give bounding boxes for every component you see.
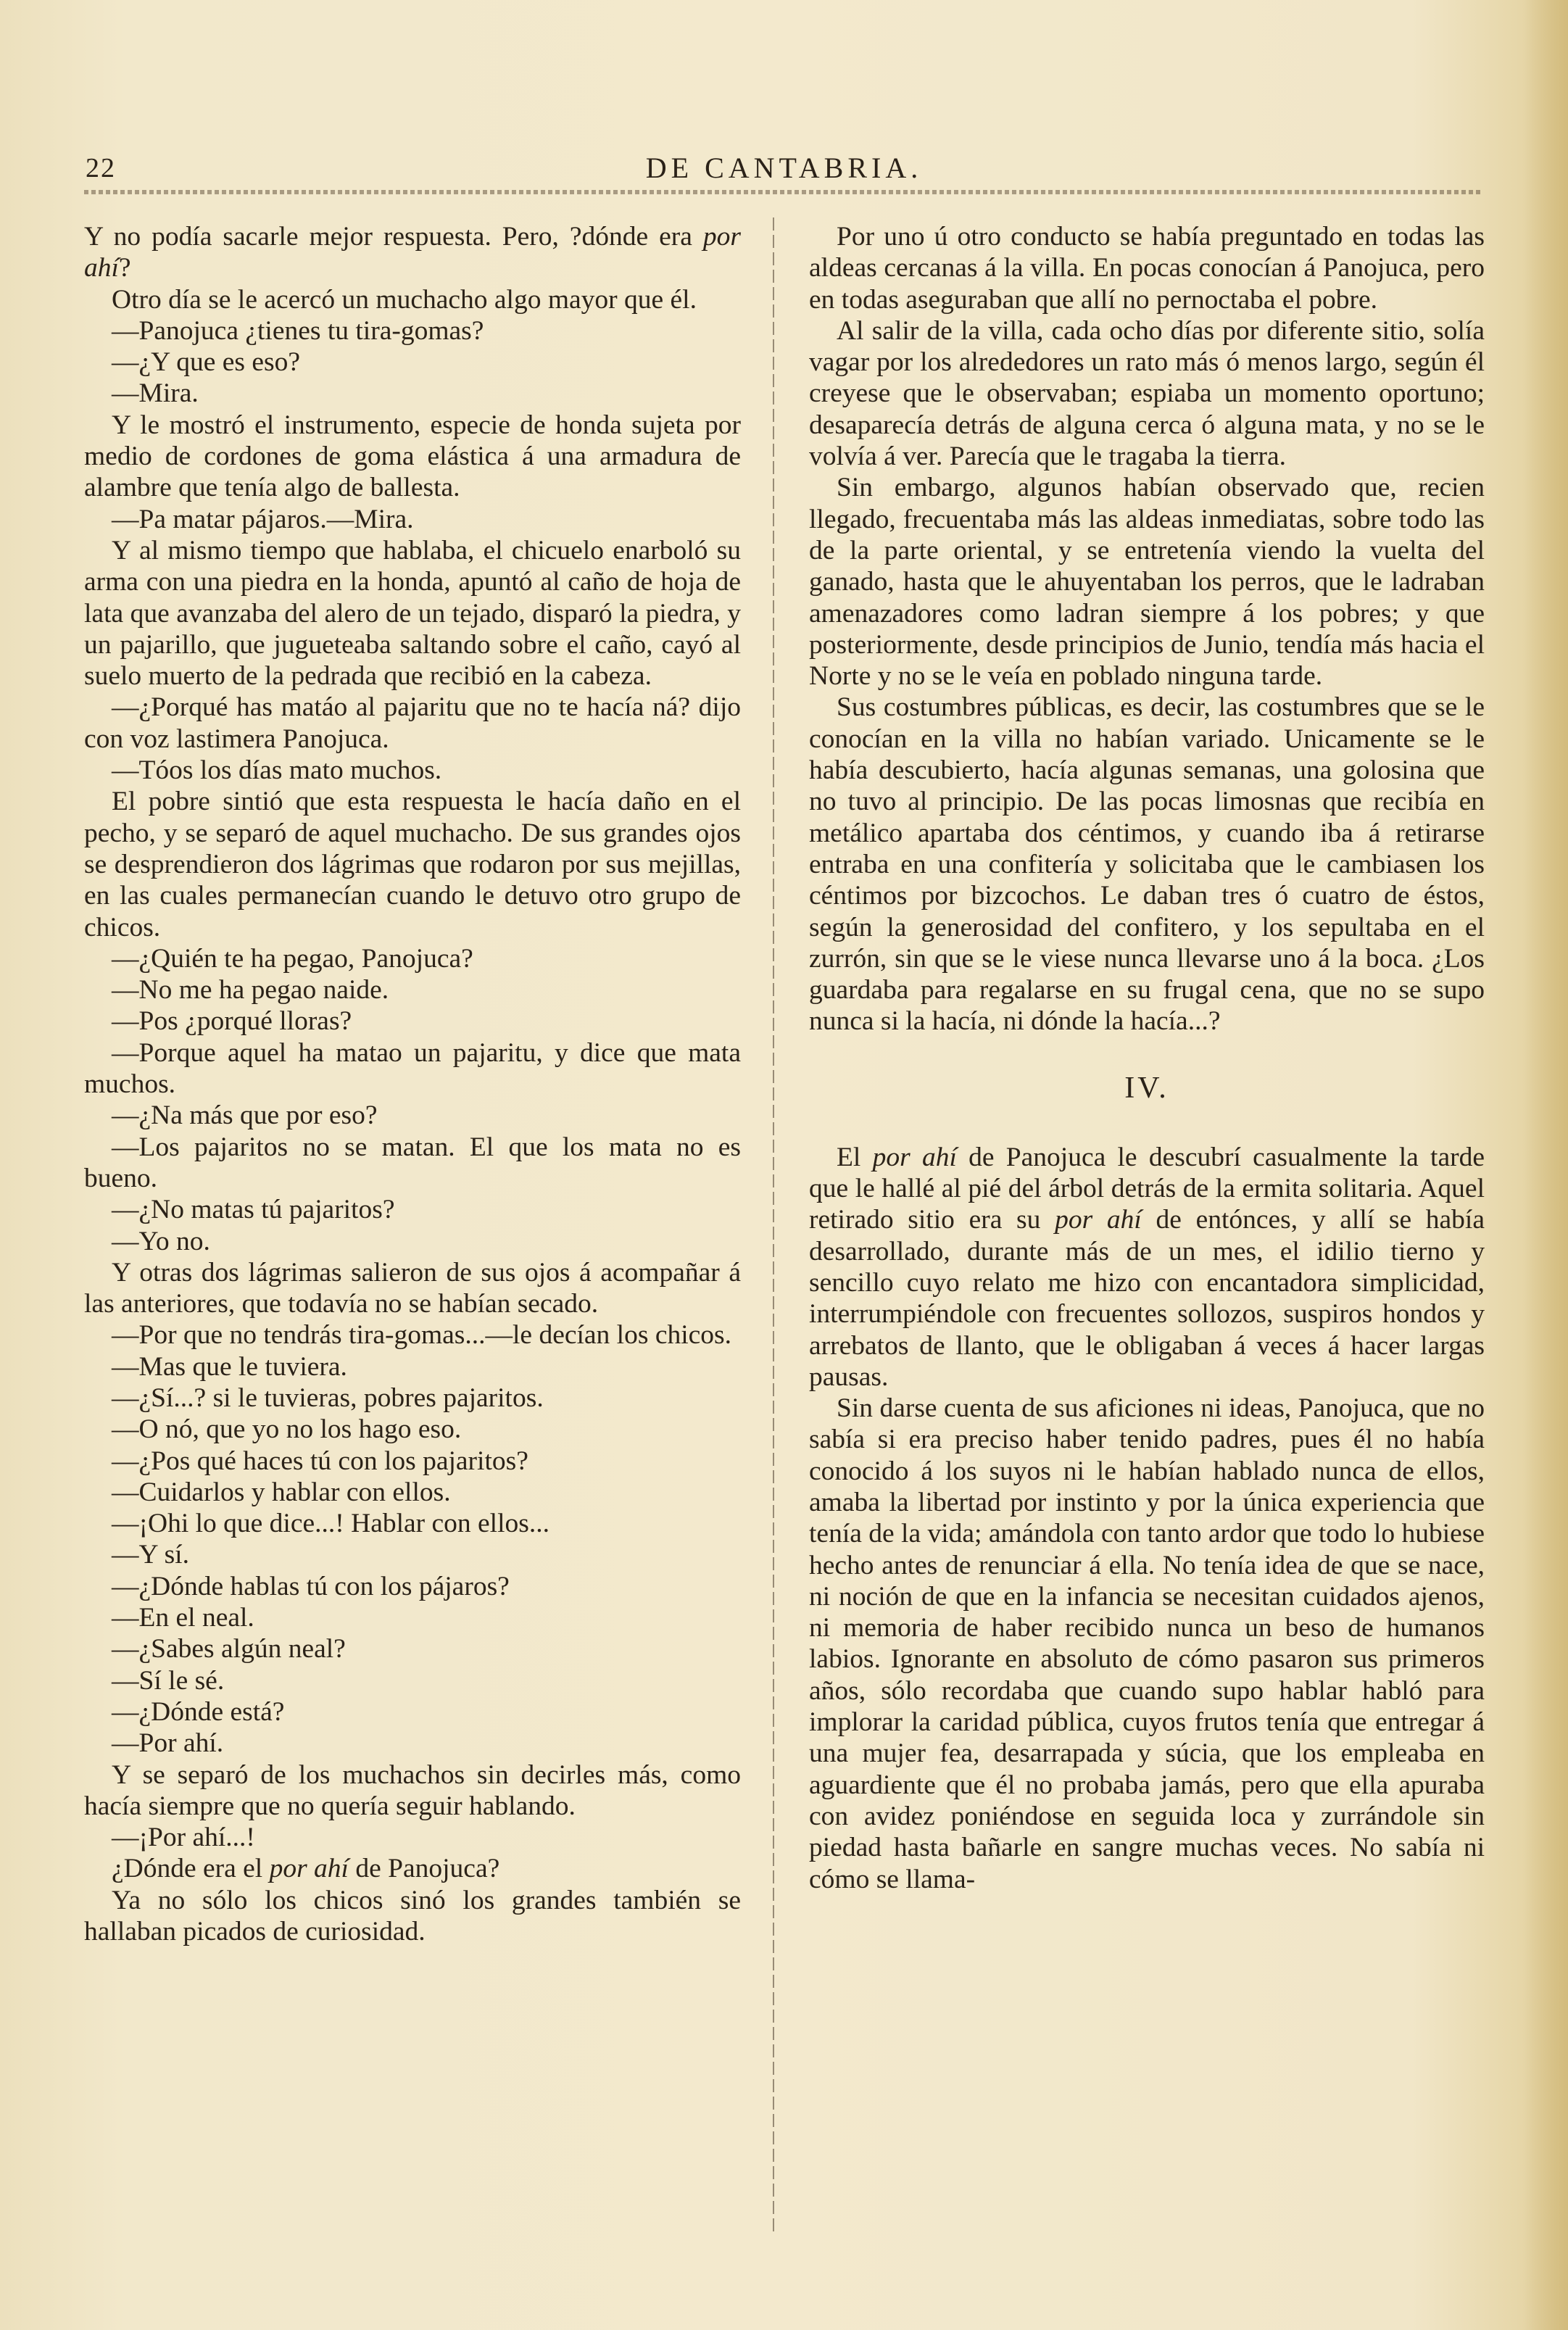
paragraph: —Los pajaritos no se matan. El que los mata no es bueno. xyxy=(84,1132,741,1193)
paragraph: Otro día se le acercó un muchacho algo mayor que él. xyxy=(112,284,697,315)
paragraph: Y se separó de los muchachos sin decirles más, como hacía siempre que no quería seguir hablando. xyxy=(84,1759,741,1821)
paragraph: —¿No matas tú pajaritos? xyxy=(112,1195,395,1225)
paragraph: Y le mostró el instrumento, especie de honda sujeta por medio de cordones de goma elástica á una armadura de alambre que tenía algo de ballesta. xyxy=(84,410,741,503)
paragraph: —¡Ohi lo que dice...! Hablar con ellos... xyxy=(112,1509,549,1539)
paragraph: —En el neal. xyxy=(112,1603,254,1633)
paragraph: —Panojuca ¿tienes tu tira-gomas? xyxy=(112,315,484,346)
paragraph: —Sí le sé. xyxy=(112,1665,225,1696)
paragraph: —¿Y que es eso? xyxy=(112,347,300,378)
paragraph: —¿Pos qué haces tú con los pajaritos? xyxy=(112,1446,528,1476)
paragraph: —¿Sabes algún neal? xyxy=(112,1634,346,1664)
paragraph: —Mira. xyxy=(112,378,199,409)
paragraph: Por uno ú otro conducto se había preguntado en todas las aldeas cercanas á la villa. En pocas conocían á Panojuca, pero en todas aseguraban que allí no pernoctaba el pobre. xyxy=(809,222,1485,315)
paragraph: —¿Dónde está? xyxy=(112,1696,285,1727)
page-edge-stain xyxy=(1525,0,1568,2330)
paragraph: Al salir de la villa, cada ocho días por diferente sitio, solía vagar por los alrededores un rato más ó menos largo, según él creyese que le observaban; espiaba un momento oportuno; desaparecía detrás de alguna cerca ó alguna mata, y no se le volvía á ver. Parecía que le tragaba la tierra. xyxy=(809,315,1485,472)
section-heading: IV. xyxy=(1124,1071,1169,1105)
paragraph: —Yo no. xyxy=(112,1226,210,1256)
paragraph: —No me ha pegao naide. xyxy=(112,975,389,1006)
paragraph: —¿Sí...? si le tuvieras, pobres pajaritos. xyxy=(112,1382,544,1413)
paragraph: —Pa matar pájaros.—Mira. xyxy=(112,504,414,534)
paragraph: ¿Dónde era el por ahí de Panojuca? xyxy=(112,1854,500,1884)
paragraph: El por ahí de Panojuca le descubrí casualmente la tarde que le hallé al pié del árbol detrás de la ermita solitaria. Aquel retirado sitio era su por ahí de entónces, y allí se había desarrollado, durante más de un mes, el idilio tierno y sencillo cuyo relato me hizo con encantadora simplicidad, interrumpiéndole con frecuentes sollozos, suspiros hondos y arrebatos de llanto, que le obligaban á veces á hacer largas pausas. xyxy=(809,1142,1485,1392)
paragraph: Sin darse cuenta de sus aficiones ni ideas, Panojuca, que no sabía si era preciso haber tenido padres, pues él no había conocido á los suyos ni le habían hablado nunca de ellos, amaba la libertad por instinto y por la única experiencia que tenía de la vida; amándola con tanto ardor que todo lo hubiese hecho antes de renunciar á ella. No tenía idea de que se nace, ni noción de que en la infancia se necesitan cuidados ajenos, ni memoria de haber recibido nunca un beso de humanos labios. Ignorante en absoluto de cómo pasaron sus primeros años, sólo recordaba que cuando supo hablar habló para implorar la caridad pública, cuyos frutos tenía que entregar á una mujer fea, desarrapada y súcia, que los empleaba en aguardiente que él no probaba jamás, pero que ella apuraba con avidez poniéndose en seguida loca y zurrándole sin piedad hasta bañarle en sangre muchas veces. No sabía ni cómo se llama- xyxy=(809,1393,1485,1894)
paragraph: —Pos ¿porqué lloras? xyxy=(112,1006,352,1037)
paragraph: —Mas que le tuviera. xyxy=(112,1351,347,1382)
paragraph: —Cuidarlos y hablar con ellos. xyxy=(112,1477,451,1507)
paragraph: —Y sí. xyxy=(112,1540,189,1570)
paragraph: Y otras dos lágrimas salieron de sus ojos á acompañar á las anteriores, que todavía no se habían secado. xyxy=(84,1257,741,1319)
paragraph: —O nó, que yo no los hago eso. xyxy=(112,1414,462,1445)
header-rule xyxy=(84,190,1483,194)
paragraph: —Porque aquel ha matao un pajaritu, y dice que mata muchos. xyxy=(84,1037,741,1100)
right-column xyxy=(809,221,1485,1895)
running-head: DE CANTABRIA. xyxy=(645,152,923,184)
paragraph: —¡Por ahí...! xyxy=(112,1823,255,1853)
paragraph: —¿Porqué has matáo al pajaritu que no te hacía ná? dijo con voz lastimera Panojuca. xyxy=(84,692,741,754)
paragraph: Y al mismo tiempo que hablaba, el chicuelo enarboló su arma con una piedra en la honda, apuntó al caño de hoja de lata que avanzaba del alero de un tejado, disparó la piedra, y un pajarillo, que jugueteaba saltando sobre el caño, cayó al suelo muerto de la pedrada que recibió en la cabeza. xyxy=(84,535,741,692)
paragraph: —Por que no tendrás tira-gomas...—le decían los chicos. xyxy=(112,1320,731,1351)
paragraph: Sin embargo, algunos habían observado que, recien llegado, frecuentaba más las aldeas inmediatas, sobre todo las de la parte oriental, y se entretenía viendo la vuelta del ganado, hasta que le ahuyentaban los perros, que le ladraban amenazadores como ladran siempre á los pobres; y que posteriormente, desde principios de Junio, tendía más hacia el Norte y no se le veía en poblado ninguna tarde. xyxy=(809,473,1485,692)
paragraph: Ya no sólo los chicos sinó los grandes también se hallaban picados de curiosidad. xyxy=(84,1885,741,1947)
paragraph: Sus costumbres públicas, es decir, las costumbres que se le conocían en la villa no habían variado. Unicamente se le había descubierto, hacía algunas semanas, una golosina que no tuvo al principio. De las pocas limosnas que recibía en metálico apartaba dos céntimos, y cuando iba á retirarse entraba en una confitería y solicitaba que le cambiasen los céntimos por bizcochos. Le daban tres ó cuatro de éstos, según la generosidad del confitero, y los sepultaba en el zurrón, sin que se le viese nunca llevarse uno á la boca. ¿Los guardaba para regalarse en su frugal cena, que no se supo nunca si la hacía, ni dónde la hacía...? xyxy=(809,692,1485,1037)
paragraph: —¿Dónde hablas tú con los pájaros? xyxy=(112,1571,510,1601)
page-number: 22 xyxy=(86,153,116,183)
paragraph: Y no podía sacarle mejor respuesta. Pero, ?dónde era por ahí? xyxy=(84,222,741,283)
paragraph: El pobre sintió que esta respuesta le hacía daño en el pecho, y se separó de aquel muchacho. De sus grandes ojos se desprendieron dos lágrimas que rodaron por sus mejillas, en las cuales permanecían cuando le detuvo otro grupo de chicos. xyxy=(84,787,741,942)
left-column xyxy=(84,221,741,1947)
column-divider xyxy=(773,217,774,2233)
paragraph: —Tóos los días mato muchos. xyxy=(112,755,442,786)
paragraph: —¿Na más que por eso? xyxy=(112,1100,378,1131)
paragraph: —Por ahí. xyxy=(112,1728,224,1759)
paragraph: —¿Quién te ha pegao, Panojuca? xyxy=(112,943,473,974)
